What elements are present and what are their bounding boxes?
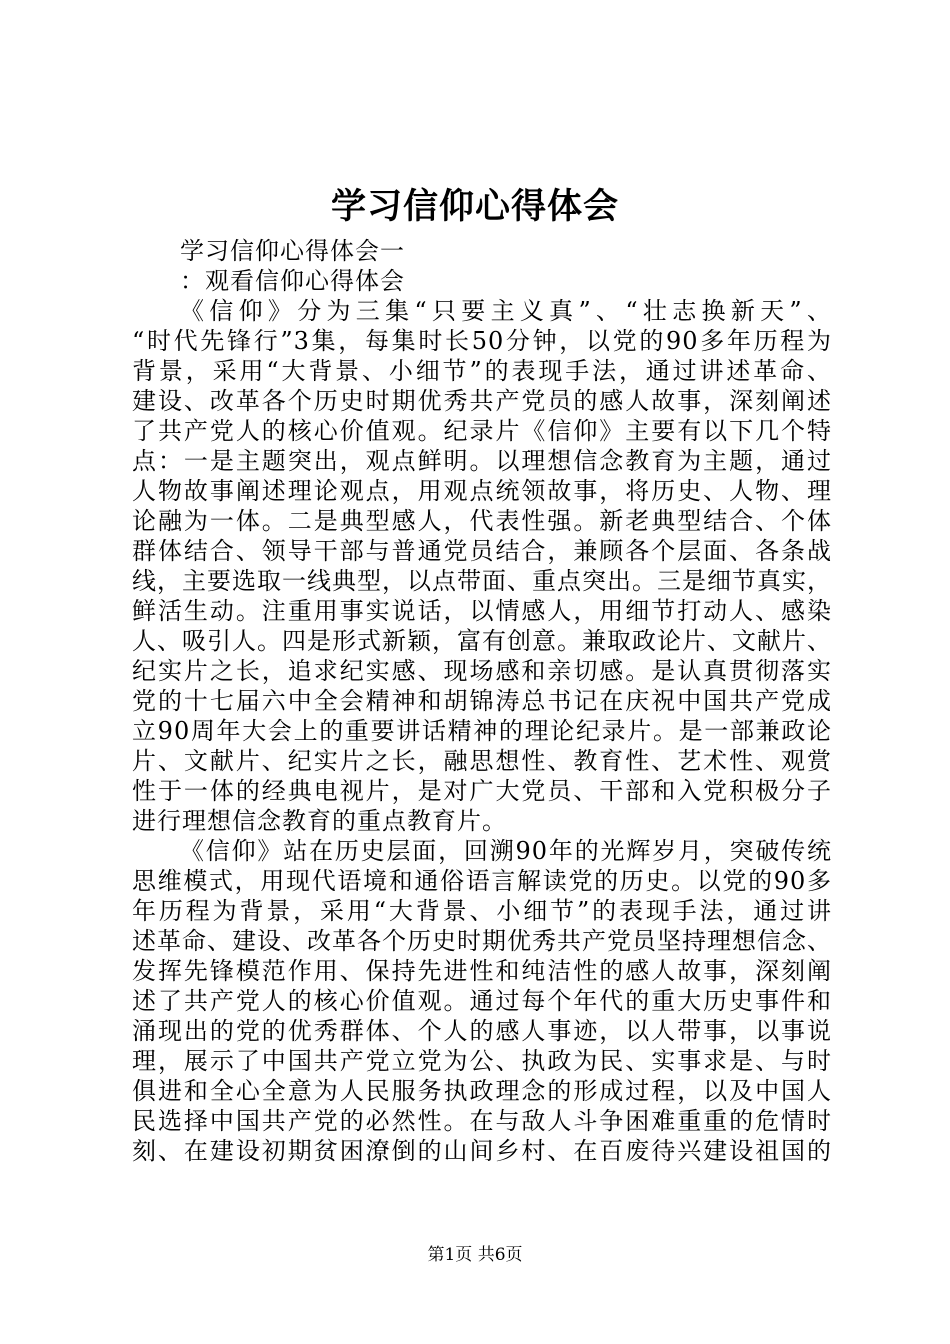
- text-line: 涌现出的党的优秀群体、个人的感人事迹，以人带事，以事说: [132, 1017, 832, 1045]
- page-footer: 第1页 共6页: [427, 1245, 523, 1265]
- text-line: 发挥先锋模范作用、保持先进性和纯洁性的感人故事，深刻阐: [132, 957, 832, 985]
- text-line: 进行理想信念教育的重点教育片。: [132, 807, 507, 835]
- text-line: 述革命、建设、改革各个历史时期优秀共产党员坚持理想信念、: [132, 927, 832, 955]
- text-line: 学习信仰心得体会一: [180, 237, 405, 265]
- text-line: 论融为一体。二是典型感人，代表性强。新老典型结合、个体: [132, 507, 832, 535]
- text-line: 背景，采用“大背景、小细节”的表现手法，通过讲述革命、: [132, 357, 832, 385]
- text-line: 年历程为背景，采用“大背景、小细节”的表现手法，通过讲: [132, 897, 832, 925]
- text-line: 立90周年大会上的重要讲话精神的理论纪录片。是一部兼政论: [132, 717, 832, 745]
- text-line: “时代先锋行”3集，每集时长50分钟，以党的90多年历程为: [132, 327, 832, 355]
- text-line: 了共产党人的核心价值观。纪录片《信仰》主要有以下几个特: [132, 417, 832, 445]
- text-line: 人、吸引人。四是形式新颖，富有创意。兼取政论片、文献片、: [132, 627, 832, 655]
- text-line: 述了共产党人的核心价值观。通过每个年代的重大历史事件和: [132, 987, 832, 1015]
- text-line: 片、文献片、纪实片之长，融思想性、教育性、艺术性、观赏: [132, 747, 832, 775]
- text-line: ：观看信仰心得体会: [180, 267, 405, 295]
- text-line: 民选择中国共产党的必然性。在与敌人斗争困难重重的危情时: [132, 1107, 832, 1135]
- text-line: 性于一体的经典电视片，是对广大党员、干部和入党积极分子: [132, 777, 832, 805]
- text-line: 《信仰》站在历史层面，回溯90年的光辉岁月，突破传统: [180, 837, 832, 865]
- text-line: 党的十七届六中全会精神和胡锦涛总书记在庆祝中国共产党成: [132, 687, 832, 715]
- text-line: 建设、改革各个历史时期优秀共产党员的感人故事，深刻阐述: [132, 387, 832, 415]
- text-line: 群体结合、领导干部与普通党员结合，兼顾各个层面、各条战: [132, 537, 832, 565]
- text-line: 线，主要选取一线典型，以点带面、重点突出。三是细节真实，: [132, 567, 832, 595]
- text-line: 鲜活生动。注重用事实说话，以情感人，用细节打动人、感染: [132, 597, 832, 625]
- text-line: 刻、在建设初期贫困潦倒的山间乡村、在百废待兴建设祖国的: [132, 1137, 832, 1165]
- text-line: 点：一是主题突出，观点鲜明。以理想信念教育为主题，通过: [132, 447, 832, 475]
- document-body: [132, 236, 832, 1166]
- page-title: 学习信仰心得体会: [330, 186, 619, 227]
- text-line: 《信仰》分为三集“只要主义真”、“壮志换新天”、: [180, 297, 832, 325]
- text-line: 纪实片之长，追求纪实感、现场感和亲切感。是认真贯彻落实: [132, 657, 832, 685]
- text-line: 思维模式，用现代语境和通俗语言解读党的历史。以党的90多: [132, 867, 832, 895]
- text-line: 俱进和全心全意为人民服务执政理念的形成过程，以及中国人: [132, 1077, 832, 1105]
- text-line: 人物故事阐述理论观点，用观点统领故事，将历史、人物、理: [132, 477, 832, 505]
- text-line: 理，展示了中国共产党立党为公、执政为民、实事求是、与时: [132, 1047, 832, 1075]
